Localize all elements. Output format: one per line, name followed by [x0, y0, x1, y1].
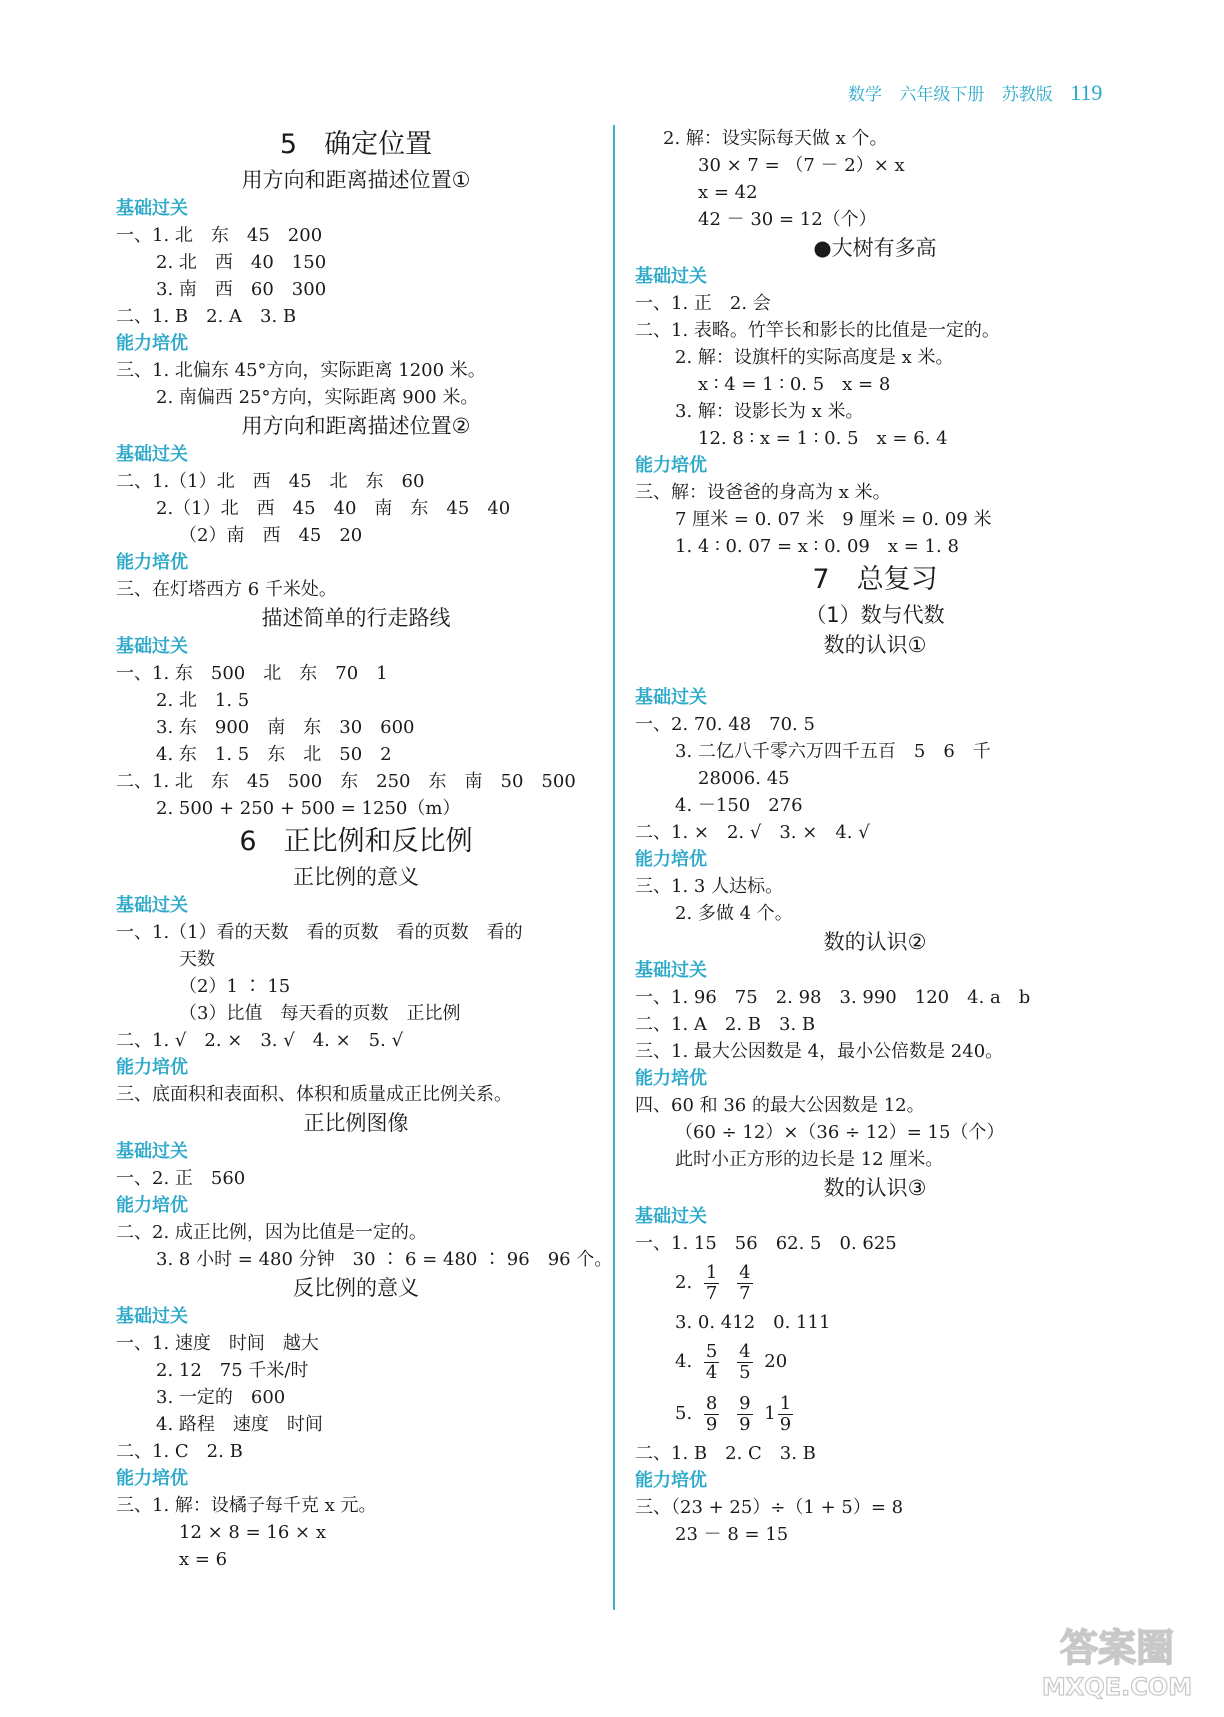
header-grade: 六年级下册 [899, 85, 985, 105]
section-tag: 能力培优 [116, 1195, 188, 1216]
section-tag: 能力培优 [635, 1068, 707, 1089]
section-tag: 基础过关 [116, 444, 188, 465]
answer-line: 二、1.（1）北 西 45 北 东 60 [116, 471, 425, 492]
section-tag: 基础过关 [116, 198, 188, 219]
fraction-line-2 [635, 1257, 1115, 1309]
answer-line: 三、1. 北偏东 45°方向，实际距离 1200 米。 [116, 360, 486, 381]
answer-line: 一、1. 东 500 北 东 70 1 [116, 663, 388, 684]
answer-line: 2. 解：设旗杆的实际高度是 x 米。 [675, 347, 954, 368]
watermark-text-url: MXQE.COM [1041, 1673, 1193, 1701]
answer-line: 二、1. 表略。竹竿长和影长的比值是一定的。 [635, 320, 1000, 341]
answer-line: 3. 东 900 南 东 30 600 [156, 717, 415, 738]
denominator: 9 [705, 1413, 718, 1435]
answer-line: 28006. 45 [698, 768, 790, 789]
section-tag: 基础过关 [116, 1141, 188, 1162]
fraction [737, 1342, 752, 1383]
answer-line: 3. 南 西 60 300 [156, 279, 327, 300]
section-tag: 基础过关 [635, 687, 707, 708]
answer-line: x ∶ 4 = 1 ∶ 0. 5 x = 8 [698, 374, 891, 395]
answer-line: x = 42 [698, 182, 758, 203]
answer-line: 12 × 8 = 16 × x [179, 1522, 326, 1543]
answer-line: 3. 8 小时 = 480 分钟 30 ∶ 6 = 480 ∶ 96 96 个。 [156, 1249, 613, 1270]
chapter-title: 6 正比例和反比例 [239, 826, 473, 857]
answer-line: 二、1. 北 东 45 500 东 250 东 南 50 500 [116, 771, 576, 792]
answer-line: 4. 东 1. 5 东 北 50 2 [156, 744, 392, 765]
denominator: 7 [739, 1282, 751, 1304]
numerator: 9 [739, 1392, 751, 1414]
answer-line: 三、（23 + 25）÷（1 + 5）= 8 [635, 1497, 904, 1518]
answer-line: （3）比值 每天看的页数 正比例 [179, 1003, 461, 1024]
watermark-logo [1032, 1613, 1202, 1705]
spacer [635, 660, 1115, 684]
answer-line: 三、1. 3 人达标。 [635, 876, 784, 897]
answer-line: 2. 多做 4 个。 [675, 903, 793, 924]
right-column-lines [635, 125, 1115, 1257]
answer-line: 2.（1）北 西 45 40 南 东 45 40 [156, 498, 511, 519]
section-title: 数的认识① [823, 633, 927, 657]
numerator: 1 [705, 1261, 718, 1283]
answer-line: 23 － 8 = 15 [675, 1524, 789, 1545]
answer-line: 天数 [179, 949, 215, 970]
section-title: 正比例图像 [303, 1111, 409, 1135]
answer-line: 此时小正方形的边长是 12 厘米。 [675, 1149, 944, 1170]
answer-line: 1. 4 ∶ 0. 07 = x ∶ 0. 09 x = 1. 8 [675, 536, 959, 557]
answer-line: 4. －150 276 [675, 795, 803, 816]
section-tag: 基础过关 [116, 1306, 188, 1327]
section-tag: 能力培优 [116, 1468, 188, 1489]
answer-line: 三、1. 最大公因数是 4，最小公倍数是 240。 [635, 1041, 1004, 1062]
fraction-q5-label: 5. [675, 1403, 693, 1424]
left-column [116, 125, 613, 1573]
answer-line: 三、底面积和表面积、体积和质量成正比例关系。 [116, 1084, 512, 1105]
numerator: 4 [739, 1340, 751, 1362]
answer-line: 3. 0. 412 0. 111 [675, 1312, 831, 1333]
section-tag: 能力培优 [116, 1057, 188, 1078]
answer-line: 3. 一定的 600 [156, 1387, 286, 1408]
answer-line: 7 厘米 = 0. 07 米 9 厘米 = 0. 09 米 [675, 509, 992, 530]
answer-line: 二、1. C 2. B [116, 1441, 243, 1462]
answer-line: 二、1. A 2. B 3. B [635, 1014, 816, 1035]
denominator: 9 [739, 1413, 751, 1435]
section-title: 用方向和距离描述位置① [241, 168, 471, 192]
answer-line: 42 － 30 = 12（个） [698, 209, 877, 230]
section-title: 反比例的意义 [293, 1276, 419, 1300]
denominator: 4 [705, 1361, 718, 1383]
section-title: 数的认识③ [823, 1176, 927, 1200]
numerator: 5 [705, 1340, 718, 1362]
answer-line: 三、解：设爸爸的身高为 x 米。 [635, 482, 891, 503]
answer-line: 一、1. 正 2. 会 [635, 293, 771, 314]
answer-line: 二、1. × 2. √ 3. × 4. √ [635, 822, 870, 843]
answer-line: 一、2. 70. 48 70. 5 [635, 714, 815, 735]
fraction-q4-tail: 20 [764, 1351, 788, 1372]
answer-line: 3. 解：设影长为 x 米。 [675, 401, 864, 422]
section-title: ●大树有多高 [813, 236, 937, 260]
fraction [778, 1394, 793, 1435]
fraction-q2-label: 2. [675, 1272, 693, 1293]
answer-line: 二、1. B 2. A 3. B [116, 306, 297, 327]
answer-line: 30 × 7 = （7 － 2）× x [698, 155, 905, 176]
denominator: 7 [705, 1282, 718, 1304]
answer-line: 一、1. 96 75 2. 98 3. 990 120 4. a b [635, 987, 1031, 1008]
section-tag: 基础过关 [635, 266, 707, 287]
section-tag: 基础过关 [116, 895, 188, 916]
answer-line: 2. 南偏西 25°方向，实际距离 900 米。 [156, 387, 479, 408]
section-tag: 能力培优 [635, 455, 707, 476]
answer-line: （2）1 ∶ 15 [179, 976, 291, 997]
page-number: 119 [1070, 80, 1103, 105]
answer-line: 4. 路程 速度 时间 [156, 1414, 323, 1435]
answer-line: 3. 二亿八千零六万四千五百 5 6 千 [675, 741, 991, 762]
fraction [737, 1394, 752, 1435]
section-tag: 基础过关 [116, 636, 188, 657]
fraction [704, 1342, 719, 1383]
chapter-title: 5 确定位置 [279, 129, 433, 160]
section-tag: 能力培优 [116, 552, 188, 573]
section-title: 数的认识② [823, 930, 927, 954]
answer-line: 二、1. √ 2. × 3. √ 4. × 5. √ [116, 1030, 404, 1051]
mixed-number-whole: 1 [764, 1403, 776, 1424]
chapter-title: 7 总复习 [812, 564, 938, 595]
answer-line: 一、1. 北 东 45 200 [116, 225, 323, 246]
answer-line: 三、在灯塔西方 6 千米处。 [116, 579, 337, 600]
denominator: 9 [779, 1413, 792, 1435]
header-edition: 苏教版 [1001, 85, 1053, 105]
column-divider [613, 125, 615, 1610]
section-title: 描述简单的行走路线 [261, 606, 451, 630]
fraction-q4-label: 4. [675, 1351, 693, 1372]
section-title: 用方向和距离描述位置② [241, 414, 471, 438]
answer-line: 二、2. 成正比例，因为比值是一定的。 [116, 1222, 427, 1243]
watermark-text-cn: 答案圈 [1059, 1626, 1175, 1670]
header-subject: 数学 [848, 85, 882, 105]
numerator: 4 [739, 1261, 751, 1283]
answer-line: 2. 解：设实际每天做 x 个。 [663, 128, 888, 149]
section-title: 正比例的意义 [293, 865, 419, 889]
section-title: （1）数与代数 [805, 603, 945, 627]
answer-line: 2. 北 西 40 150 [156, 252, 327, 273]
page-header [848, 80, 1102, 106]
answer-line: 一、1. 速度 时间 越大 [116, 1333, 319, 1354]
answer-line: 2. 500 + 250 + 500 = 1250（m） [156, 798, 461, 819]
answer-line: 2. 北 1. 5 [156, 690, 250, 711]
answer-line: 三、1. 解：设橘子每千克 x 元。 [116, 1495, 377, 1516]
numerator: 8 [705, 1392, 718, 1414]
section-tag: 能力培优 [635, 1470, 707, 1491]
answer-line: 一、1.（1）看的天数 看的页数 看的页数 看的 [116, 922, 523, 943]
numerator: 1 [779, 1392, 792, 1414]
right-column-tail [635, 1440, 1115, 1548]
section-tag: 能力培优 [635, 849, 707, 870]
answer-line: 一、1. 15 56 62. 5 0. 625 [635, 1233, 897, 1254]
section-tag: 基础过关 [635, 1206, 707, 1227]
answer-line: （2）南 西 45 20 [179, 525, 363, 546]
answer-line: （60 ÷ 12）×（36 ÷ 12）= 15（个） [675, 1122, 1005, 1143]
fraction [737, 1263, 752, 1304]
fraction [704, 1394, 719, 1435]
answer-line: 2. 12 75 千米/时 [156, 1360, 309, 1381]
answer-line: 12. 8 ∶ x = 1 ∶ 0. 5 x = 6. 4 [698, 428, 948, 449]
denominator: 5 [739, 1361, 751, 1383]
right-column [635, 125, 1115, 1548]
fraction [704, 1263, 719, 1304]
answer-line: 四、60 和 36 的最大公因数是 12。 [635, 1095, 925, 1116]
answer-line: x = 6 [179, 1549, 228, 1570]
answer-line: 二、1. B 2. C 3. B [635, 1443, 816, 1464]
fraction-line-5 [635, 1388, 1115, 1440]
section-tag: 基础过关 [635, 960, 707, 981]
answer-line: 一、2. 正 560 [116, 1168, 246, 1189]
section-tag: 能力培优 [116, 333, 188, 354]
fraction-line-4 [635, 1336, 1115, 1388]
